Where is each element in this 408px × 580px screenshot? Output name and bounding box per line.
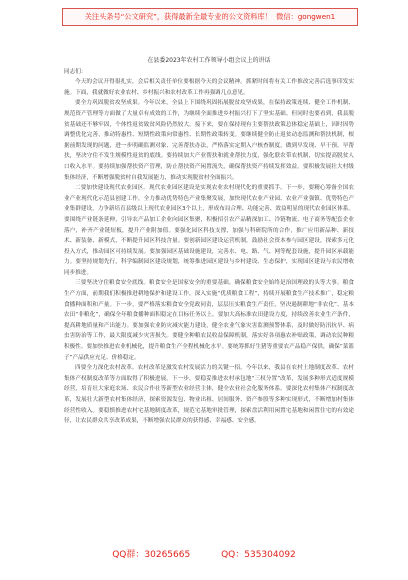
document-paragraph: 今天的会议开得很扎实，会后相关责任单位要根据今天的会议精神，抓紧时间将有关工作推改完善后选事印发实施。下面，我就做好农业农村、乡村振兴和农村改革工作再强调几点意见。 [64, 79, 354, 96]
banner-follow-text: 关注头条号“公文研究”，获得最新全最专业的公文资料库！ [84, 12, 272, 21]
watermark-banner [62, 8, 358, 26]
footer-watermark [0, 548, 408, 562]
banner-wechat-text: 微信：gongwen1 [276, 12, 336, 21]
footer-qq-number: QQ：535304092 [221, 550, 296, 560]
document-title: 在县委2023年农村工作领导小组会议上的讲话 [147, 57, 271, 64]
document-salutation: 同志们： [64, 68, 87, 75]
document-paragraph: 二要加快建设现代农业园区。现代农业园区建设是实现农业农村现代化的重要抓手。下一步，要精心筹备全国农业产业现代化示范县创建工作，全力推动优势特色产业集聚发展，加快现代农业产业园、农业产业强镇、优势特色产业集群建设，力争新培育县级以上现代农业园区3个以上，形成布局合理、功能完善、效益明显的现代农业园区体系。要围绕产业链条延伸，引导农产品加工企业向园区集聚，积极招引农产品精深加工、冷链物流、电子商务等配套企业落户，补齐产业链短板，提升产业附加值。要强化园区科技支撑，加强与科研院所的合作，推广应用新品种、新技术、新装备、新模式，不断提升园区科技含量。要创新园区建设运营机制，鼓励社会资本参与园区建设，探索多元化投入方式，推动园区可持续发展。要加强园区基础设施建设，完善水、电、路、气、网等配套设施，提升园区承载能力。要坚持规划先行，科学编制园区建设规划，统筹推进园区建设与乡村建设、生态保护，实现园区建设与农民增收同步推进。 [64, 185, 354, 276]
document-paragraph: 要全力巩固脱贫攻坚成果。今年以来，全县上下围绕巩固拓展脱贫攻坚成果，在保持政策连续、健全工作机制、规范资产管理等方面做了大量卓有成效的工作，为继续全面推进乡村振兴打下了坚实基础。但同时也要看到，我县脱贫基础还不够牢固，个体性返贫致贫风险仍然较大。接下来，要在保持现有主要帮扶政策总体稳定基础上，因时因势调整优化完善，推动特惠性、短期性政策向常惠性、长期性政策转变。要继续健全防止返贫动态监测和帮扶机制，根据前期发现的问题，进一步明确监测对象、完善帮扶办法，严格落实定期入户核查制度，做到早发现、早干预、早帮扶，坚决守住不发生规模性返贫的底线。要持续加大产业帮扶和就业帮扶力度，强化联农带农机制，切实提高脱贫人口收入水平。要持续加强帮扶资产管理，防止帮扶资产闲置流失，确保帮扶资产持续发挥效益。要积极发展壮大村级集体经济，不断增强脱贫村自我发展能力，推动实现脱贫村全面振兴。 [64, 100, 354, 181]
footer-qq-group: QQ群：30265665 [112, 550, 191, 560]
document-body [64, 56, 354, 427]
document-paragraph: 四要全力深化农村改革。农村改革是激发农村发展活力的关键一招。今年以来，我县在农村土地制度改革、农村集体产权制度改革等方面取得了积极进展。下一步，要稳妥推进农村承包地“三权分置”改革，发展多种形式适度规模经营，培育壮大家庭农场、农民合作社等新型农业经营主体，健全农业社会化服务体系。要深化农村集体产权制度改革，发展壮大新型农村集体经济，探索资源发包、物业出租、居间服务、资产参股等多种实现形式，不断增加村集体经营性收入。要稳慎推进农村宅基地制度改革，规范宅基地审批管理，探索盘活利用闲置宅基地和闲置住宅的有效途径，让农民群众共享改革成果，不断增强农民群众的获得感、幸福感、安全感。 [64, 365, 354, 425]
document-paragraph: 三要坚决守住粮食安全底线。粮食安全是国家安全的重要基础。确保粮食安全始终是治国理政的头等大事。粮食生产方面，前期我们积极推进耕地保护和建设工作，深入实施“优质粮食工程”，持续开展粮食生产技术推广，稳定粮食播种面积和产量。下一步，要严格落实粮食安全党政同责，层层压实粮食生产责任，坚决遏制耕地“非农化”、基本农田“非粮化”，确保全年粮食播种面积稳定在目标任务以上。要加大高标准农田建设力度，持续改善农业生产条件，提高耕地质量和产出能力。要加强农业防灾减灾能力建设，健全农业气象灾害监测预警体系，及时做好防汛抗旱、病虫害防治等工作，最大限度减少灾害损失。要健全种粮农民收益保障机制，落实好各项惠农补贴政策，调动农民种粮积极性。要加快推进农业机械化，提升粮食生产全程机械化水平。要统筹抓好生猪等重要农产品稳产保供，确保“菜篮子”产品供应充足、价格稳定。 [64, 280, 354, 361]
